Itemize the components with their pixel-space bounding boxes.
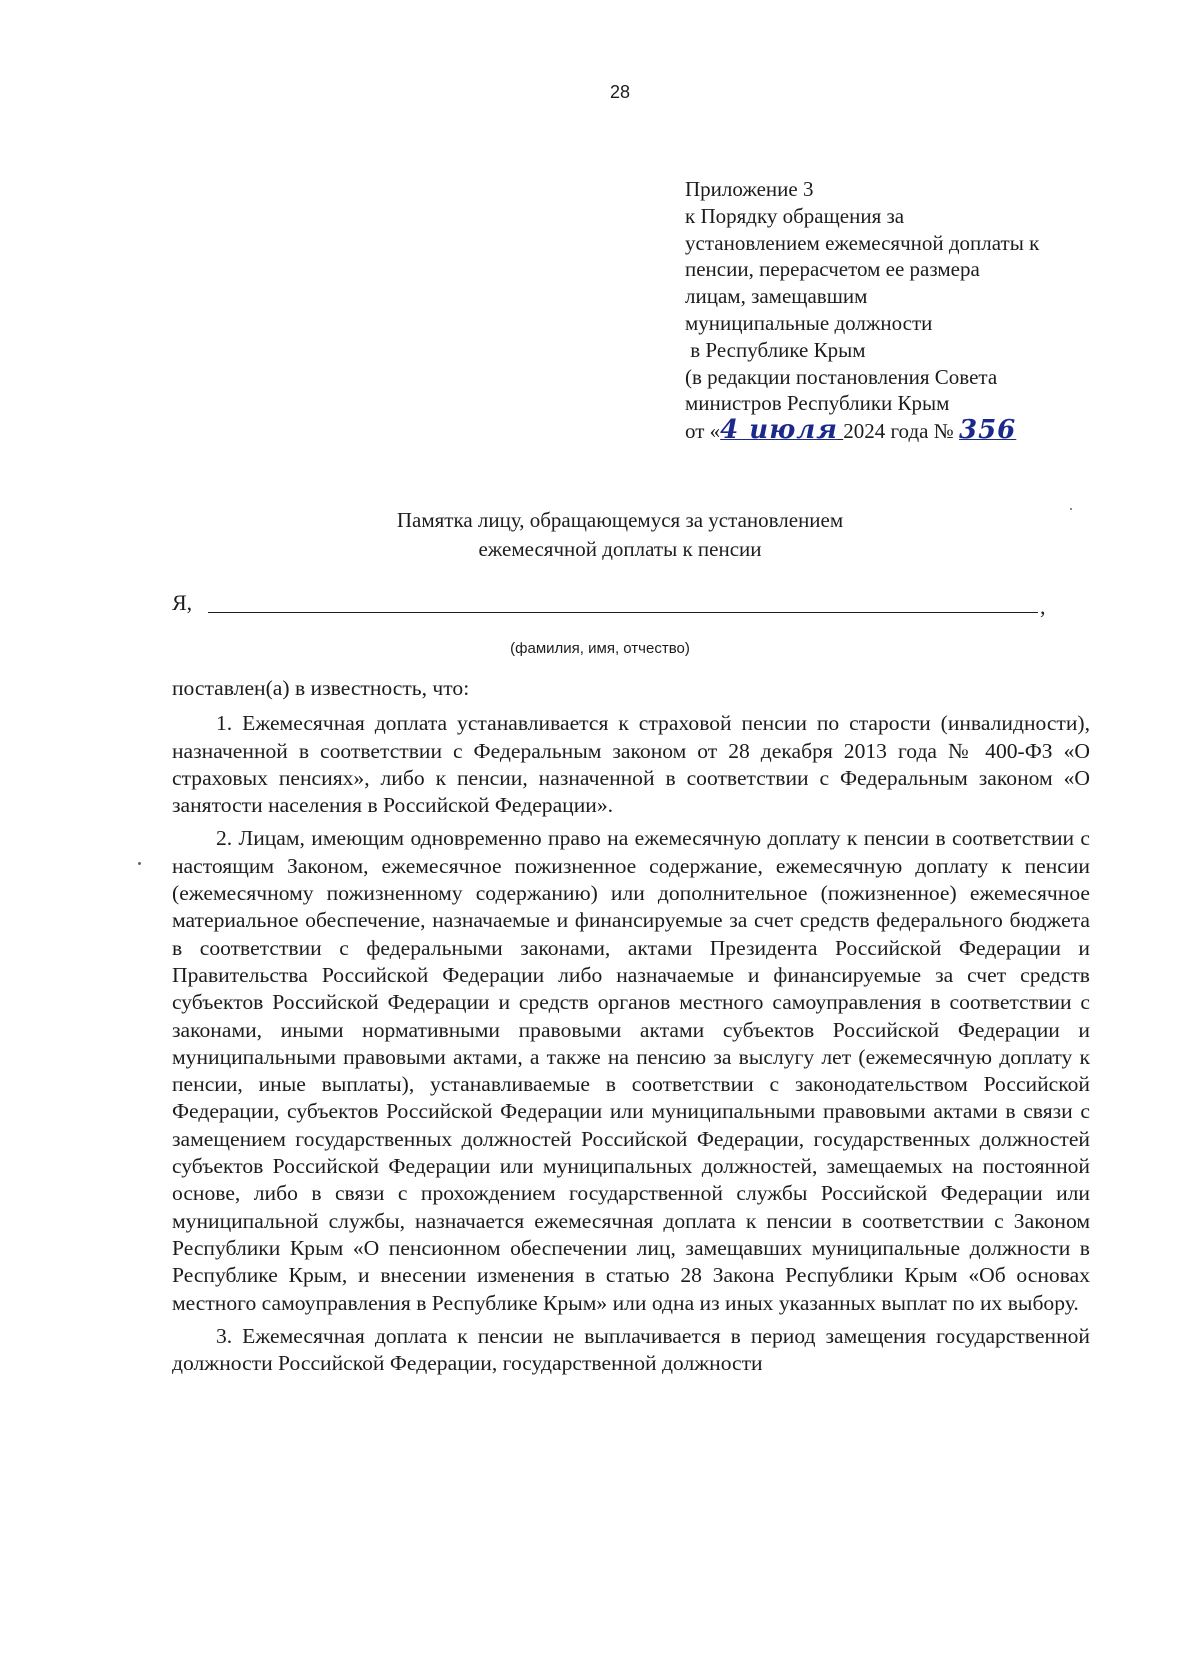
date-year: 2024 года № (843, 419, 954, 444)
scan-speck (1070, 508, 1072, 510)
appendix-line: муниципальные должности (685, 310, 933, 335)
paragraph-3: 3. Ежемесячная доплата к пенсии не выплачивается в период замещения государственной должности Российской Федерации, государственной должности (172, 1323, 1090, 1376)
declaration-label: Я, (172, 590, 193, 615)
appendix-line: лицам, замещавшим (685, 284, 868, 309)
appendix-line: министров Республики Крым (685, 391, 950, 416)
appendix-line: к Порядку обращения за (685, 203, 905, 228)
lead-text: поставлен(а) в известность, что: (172, 676, 470, 700)
declaration-comma: , (1040, 594, 1046, 619)
declaration-line (172, 590, 1052, 619)
name-caption: (фамилия, имя, отчество) (510, 640, 690, 657)
title-line-2: ежемесячной доплаты к пенсии (478, 537, 762, 561)
handwritten-number: 356 (959, 415, 1017, 446)
appendix-line: пенсии, перерасчетом ее размера (685, 257, 980, 282)
paragraph-1: 1. Ежемесячная доплата устанавливается к страховой пенсии по старости (инвалидности), назначенной в соответствии с Федеральным законом от 28 декабря 2013 года № 400-ФЗ «О страховых пенсиях», либо к пенсии, назначенной в соответствии с Федеральным законом «О занятости населения в Российской Федерации». (172, 711, 1090, 818)
appendix-line: (в редакции постановления Совета (685, 364, 998, 389)
title-line-1: Памятка лицу, обращающемуся за установлением (396, 508, 844, 532)
handwritten-date: 4 июля (720, 415, 838, 446)
date-prefix: от « (685, 419, 721, 444)
appendix-line: Приложение 3 (685, 177, 814, 201)
paragraph-2: 2. Лицам, имеющим одновременно право на ежемесячную доплату к пенсии в соответствии с настоящим Законом, ежемесячное пожизненное содержание, ежемесячную доплату к пенсии (ежемесячному пожизненному содержанию) или дополнительное (пожизненное) ежемесячное материальное обеспечение, назначаемые и финансируемые за счет средств федерального бюджета в соответствии с федеральными законами, актами Президента Российской Федерации и Правительства Российской Федерации либо назначаемые и финансируемые за счет средств субъектов Российской Федерации и средств органов местного самоуправления в соответствии с законами, иными нормативными правовыми актами субъектов Российской Федерации и муниципальными правовыми актами, а также на пенсию за выслугу лет (ежемесячную доплату к пенсии, иные выплаты), устанавливаемые в соответствии с законодательством Российской Федерации, субъектов Российской Федерации или муниципальными правовыми актами в связи с замещением государственных должностей Российской Федерации, государственных должностей субъектов Российской Федерации или муниципальных должностей, замещаемых на постоянной основе, либо в связи с прохождением государственной службы Российской Федерации или муниципальной службы, назначается ежемесячная доплата к пенсии в соответствии с Законом Республики Крым «О пенсионном обеспечении лиц, замещавших муниципальные должности в Республике Крым, и внесении изменения в статью 28 Закона Республики Крым «Об основах местного самоуправления в Республике Крым» или одна из иных указанных выплат по их выбору. (172, 826, 1090, 1315)
scan-speck (138, 862, 141, 865)
appendix-header (685, 176, 1125, 445)
name-blank-line (208, 612, 1038, 613)
appendix-date-line (685, 417, 1125, 445)
page-number: 28 (609, 82, 631, 102)
document-title (0, 506, 1200, 564)
body-text (172, 675, 1090, 1377)
appendix-line: установлением ежемесячной доплаты к (685, 230, 1040, 255)
appendix-line: в Республике Крым (685, 337, 866, 362)
